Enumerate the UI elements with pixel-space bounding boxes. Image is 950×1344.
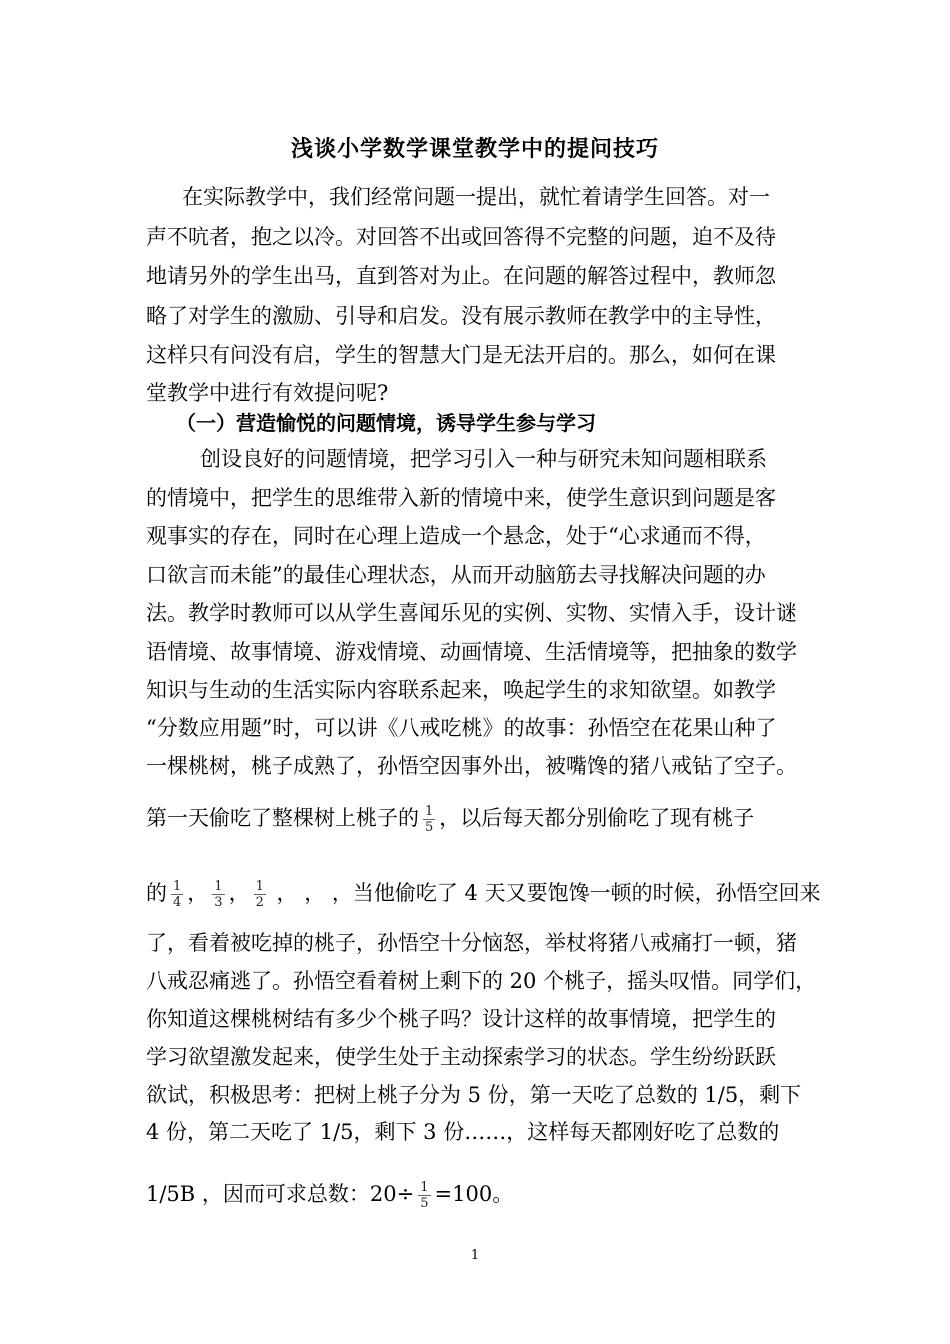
fraction-numerator: 1 bbox=[420, 1180, 429, 1195]
story-line: 欲试，积极思考：把树上桃子分为 5 份，第一天吃了总数的 1/5，剩下 bbox=[146, 1083, 802, 1107]
section-body-line: 法。教学时教师可以从学生喜闻乐见的实例、实物、实情入手，设计谜 bbox=[146, 601, 797, 625]
fraction-line-text: ， ， ，当他偷吃了 4 天又要饱馋一顿的时候，孙悟空回来 bbox=[269, 881, 821, 905]
document-title: 浅谈小学数学课堂教学中的提问技巧 bbox=[290, 137, 659, 162]
fraction-line-text: 1/5B ，因而可求总数：20÷ bbox=[146, 1182, 415, 1206]
fraction bbox=[212, 879, 224, 910]
fraction-line-text: =100。 bbox=[434, 1182, 514, 1206]
page-number: 1 bbox=[470, 1248, 480, 1263]
section-heading: （一）营造愉悦的问题情境，诱导学生参与学习 bbox=[176, 411, 596, 435]
intro-line: 这样只有问没有启，学生的智慧大门是无法开启的。那么，如何在课 bbox=[146, 343, 776, 367]
fraction-numerator: 1 bbox=[214, 879, 223, 894]
section-body-line: 创设良好的问题情境，把学习引入一种与研究未知问题相联系 bbox=[200, 447, 767, 471]
fraction-line-text: 的 bbox=[146, 881, 167, 905]
section-body-line: 一棵桃树，桃子成熟了，孙悟空因事外出，被嘴馋的猪八戒钻了空子。 bbox=[146, 754, 797, 778]
fraction-numerator: 1 bbox=[255, 879, 264, 894]
intro-line: 略了对学生的激励、引导和启发。没有展示教师在教学中的主导性， bbox=[146, 304, 776, 328]
section-body-line: 观事实的存在，同时在心理上造成一个悬念，处于“心求通而不得， bbox=[146, 524, 766, 548]
fraction-denominator: 5 bbox=[420, 1196, 429, 1211]
story-line: 4 份，第二天吃了 1/5，剩下 3 份……，这样每天都刚好吃了总数的 bbox=[146, 1120, 780, 1144]
fraction bbox=[423, 804, 435, 835]
fraction bbox=[254, 879, 266, 910]
fraction-separator: ， bbox=[228, 881, 250, 905]
story-line: 学习欲望激发起来，使学生处于主动探索学习的状态。学生纷纷跃跃 bbox=[146, 1045, 776, 1069]
story-line: 你知道这棵桃树结有多少个桃子吗？设计这样的故事情境，把学生的 bbox=[146, 1007, 776, 1031]
story-line: 八戒忍痛逃了。孙悟空看着树上剩下的 20 个桃子，摇头叹惜。同学们， bbox=[146, 969, 817, 993]
fraction-denominator: 5 bbox=[425, 820, 434, 835]
fraction-denominator: 2 bbox=[255, 895, 264, 910]
fraction-denominator: 3 bbox=[214, 895, 223, 910]
fraction-numerator: 1 bbox=[173, 879, 182, 894]
fraction-line bbox=[146, 803, 754, 835]
fraction bbox=[171, 879, 183, 910]
section-body-line: 口欲言而未能”的最佳心理状态，从而开动脑筋去寻找解决问题的办 bbox=[146, 563, 766, 587]
fraction-numerator: 1 bbox=[425, 804, 434, 819]
fraction-separator: ， bbox=[187, 881, 209, 905]
intro-line: 地请另外的学生出马，直到答对为止。在问题的解答过程中，教师忽 bbox=[146, 264, 776, 288]
intro-line: 堂教学中进行有效提问呢? bbox=[146, 381, 389, 405]
fraction-line bbox=[146, 878, 821, 910]
intro-line: 在实际教学中，我们经常问题一提出，就忙着请学生回答。对一 bbox=[182, 185, 770, 209]
story-line: 了，看着被吃掉的桃子，孙悟空十分恼怒，举杖将猪八戒痛打一顿，猪 bbox=[146, 931, 797, 955]
fraction-line bbox=[146, 1179, 513, 1211]
fraction-line-text: ，以后每天都分别偷吃了现有桃子 bbox=[439, 806, 755, 830]
fraction-denominator: 4 bbox=[173, 895, 182, 910]
section-body-line: 语情境、故事情境、游戏情境、动画情境、生活情境等，把抽象的数学 bbox=[146, 640, 797, 664]
fraction bbox=[418, 1180, 430, 1211]
section-body-line: 的情境中，把学生的思维带入新的情境中来，使学生意识到问题是客 bbox=[146, 486, 776, 510]
intro-line: 声不吭者，抱之以冷。对回答不出或回答得不完整的问题，迫不及待 bbox=[146, 225, 776, 249]
section-body-line: 知识与生动的生活实际内容联系起来，唤起学生的求知欲望。如教学 bbox=[146, 678, 776, 702]
section-body-line: “分数应用题”时，可以讲《八戒吃桃》的故事：孙悟空在花果山种了 bbox=[146, 716, 777, 740]
fraction-line-text: 第一天偷吃了整棵树上桃子的 bbox=[146, 806, 419, 830]
